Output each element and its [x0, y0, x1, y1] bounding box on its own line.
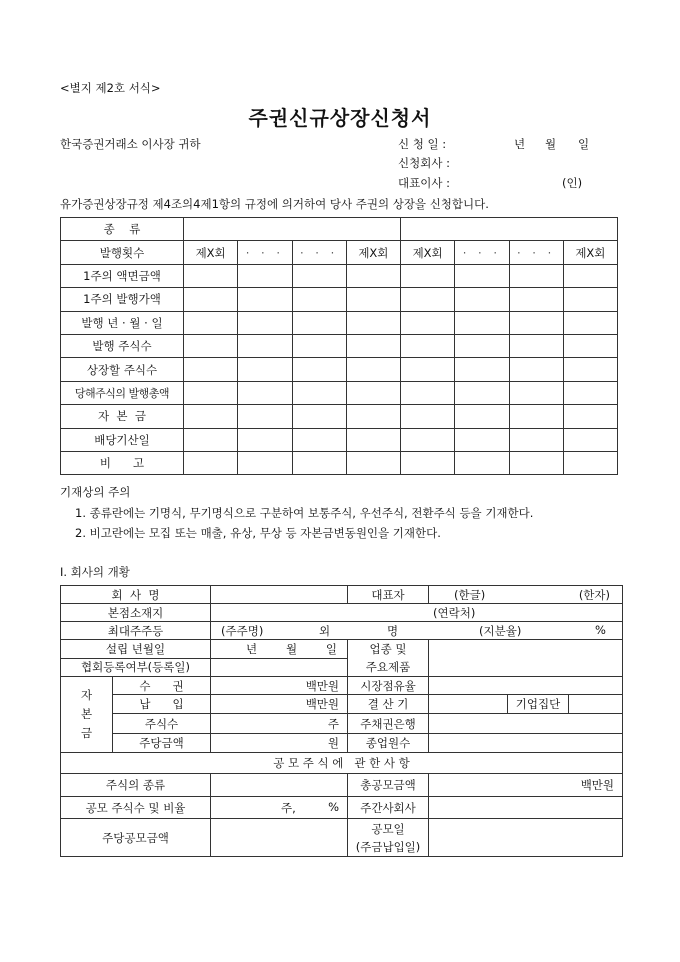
- issue-col: · · ·: [292, 241, 346, 264]
- data-cell[interactable]: [292, 451, 346, 474]
- data-cell[interactable]: [238, 311, 292, 334]
- data-cell[interactable]: [509, 405, 563, 428]
- registered-field[interactable]: [211, 658, 348, 677]
- data-cell[interactable]: [401, 451, 455, 474]
- year-label: 년: [514, 137, 526, 151]
- data-cell[interactable]: [563, 381, 617, 404]
- data-cell[interactable]: [563, 451, 617, 474]
- main-bank-field[interactable]: [429, 714, 623, 734]
- data-cell[interactable]: [455, 288, 509, 311]
- issue-col: 제X회: [563, 241, 617, 264]
- data-cell[interactable]: [346, 288, 400, 311]
- table-row: [61, 288, 618, 311]
- data-cell[interactable]: [184, 311, 238, 334]
- industry-line: 주요제품: [365, 660, 411, 674]
- data-cell[interactable]: [346, 405, 400, 428]
- hq-field[interactable]: [211, 604, 623, 622]
- row-label: 발행 년 · 월 · 일: [61, 311, 184, 334]
- issue-col: 제X회: [401, 241, 455, 264]
- major-shareholder-field[interactable]: [211, 622, 623, 640]
- data-cell[interactable]: [238, 334, 292, 357]
- public-offer-header: 공 모 주 식 에 관 한 사 항: [61, 753, 623, 774]
- type-cell[interactable]: [401, 218, 618, 241]
- addressee: 한국증권거래소 이사장 귀하: [60, 137, 201, 151]
- form-label: <별지 제2호 서식>: [60, 81, 161, 95]
- data-cell[interactable]: [509, 311, 563, 334]
- data-cell[interactable]: [455, 358, 509, 381]
- data-cell[interactable]: [401, 334, 455, 357]
- day-label: 일: [578, 137, 590, 151]
- row-label: 1주의 액면금액: [61, 264, 184, 287]
- offer-price-field[interactable]: [211, 819, 348, 857]
- table-row: [61, 358, 618, 381]
- data-cell[interactable]: [563, 358, 617, 381]
- data-cell[interactable]: [509, 428, 563, 451]
- data-cell[interactable]: [292, 405, 346, 428]
- major-shareholder-label: 최대주주등: [61, 622, 211, 640]
- data-cell[interactable]: [346, 358, 400, 381]
- company-label: 신청회사 :: [398, 156, 450, 170]
- issue-col: · · ·: [238, 241, 292, 264]
- data-cell[interactable]: [509, 451, 563, 474]
- row-label: 발행 주식수: [61, 334, 184, 357]
- data-cell[interactable]: [346, 311, 400, 334]
- data-cell[interactable]: [184, 428, 238, 451]
- row-label: 배당기산일: [61, 428, 184, 451]
- note-item: 1. 종류란에는 기명식, 무기명식으로 구분하여 보통주식, 우선주식, 전환주식 등을 기재한다.: [75, 506, 534, 520]
- type-label: 종 류: [61, 218, 184, 241]
- data-cell[interactable]: [401, 405, 455, 428]
- per-share-label: 주당금액: [113, 734, 211, 753]
- data-cell[interactable]: [238, 381, 292, 404]
- data-cell[interactable]: [292, 358, 346, 381]
- market-share-field[interactable]: [429, 677, 623, 695]
- data-cell[interactable]: [346, 264, 400, 287]
- data-cell[interactable]: [401, 358, 455, 381]
- data-cell[interactable]: [455, 334, 509, 357]
- statement: 유가증권상장규정 제4조의4제1항의 규정에 의거하여 당사 주권의 상장을 신청합니다.: [60, 197, 489, 211]
- industry-label: [348, 640, 429, 677]
- data-cell[interactable]: [401, 311, 455, 334]
- issuance-table: [60, 217, 618, 475]
- capital-char: 자: [80, 688, 93, 702]
- offer-shares-field[interactable]: [211, 797, 348, 819]
- data-cell[interactable]: [455, 311, 509, 334]
- authorized-label: 수 권: [113, 677, 211, 695]
- table-row: [61, 405, 618, 428]
- offer-date-line: (주금납입일): [355, 839, 421, 854]
- data-cell[interactable]: [238, 428, 292, 451]
- data-cell[interactable]: [238, 288, 292, 311]
- date-label: 신 청 일 :: [398, 137, 447, 151]
- founded-label: 설립 년월일: [61, 640, 211, 659]
- data-cell[interactable]: [292, 311, 346, 334]
- offer-date-line: 공모일: [371, 821, 405, 836]
- group-field[interactable]: [569, 695, 623, 714]
- myeong-label: 명: [387, 624, 399, 638]
- row-label: 상장할 주식수: [61, 358, 184, 381]
- data-cell[interactable]: [455, 451, 509, 474]
- representative-label: 대표자: [348, 586, 429, 604]
- data-cell[interactable]: [455, 381, 509, 404]
- shares-label: 주식수: [113, 714, 211, 734]
- capital-char: 금: [80, 726, 93, 740]
- data-cell[interactable]: [509, 358, 563, 381]
- data-cell[interactable]: [292, 381, 346, 404]
- table-row: [61, 264, 618, 287]
- data-cell[interactable]: [563, 405, 617, 428]
- contact-label: (연락처): [433, 605, 476, 620]
- hangul-label: (한글): [454, 587, 486, 602]
- shares-field[interactable]: 주: [211, 714, 348, 734]
- company-overview-table: [60, 585, 623, 857]
- data-cell[interactable]: [292, 264, 346, 287]
- section-title: Ⅰ. 회사의 개황: [60, 565, 130, 579]
- data-cell[interactable]: [238, 405, 292, 428]
- offer-date-field[interactable]: [429, 819, 623, 857]
- data-cell[interactable]: [346, 381, 400, 404]
- per-share-field[interactable]: 원: [211, 734, 348, 753]
- company-name-field[interactable]: [211, 586, 348, 604]
- row-label: 1주의 발행가액: [61, 288, 184, 311]
- data-cell[interactable]: [455, 405, 509, 428]
- data-cell[interactable]: [184, 405, 238, 428]
- data-cell[interactable]: [509, 381, 563, 404]
- data-cell[interactable]: [346, 334, 400, 357]
- industry-line: 업종 및: [369, 642, 407, 656]
- employees-field[interactable]: [429, 734, 623, 753]
- day-label: 일: [325, 641, 337, 656]
- capital-label: [61, 677, 113, 753]
- employees-label: 종업원수: [348, 734, 429, 753]
- authorized-field[interactable]: 백만원: [211, 677, 348, 695]
- data-cell[interactable]: [563, 311, 617, 334]
- data-cell[interactable]: [184, 381, 238, 404]
- issue-col: · · ·: [509, 241, 563, 264]
- type-cell[interactable]: [184, 218, 401, 241]
- seal-mark: (인): [562, 176, 583, 190]
- data-cell[interactable]: [563, 334, 617, 357]
- data-cell[interactable]: [563, 428, 617, 451]
- table-row: [61, 428, 618, 451]
- founded-field[interactable]: [211, 640, 348, 659]
- market-share-label: 시장점유율: [348, 677, 429, 695]
- data-cell[interactable]: [238, 264, 292, 287]
- underwriter-label: 주간사회사: [348, 797, 429, 819]
- data-cell[interactable]: [401, 381, 455, 404]
- row-label: 자 본 금: [61, 405, 184, 428]
- note-item: 2. 비고란에는 모집 또는 매출, 유상, 무상 등 자본금변동원인을 기재한다.: [75, 526, 441, 540]
- data-cell[interactable]: [401, 264, 455, 287]
- data-cell[interactable]: [563, 288, 617, 311]
- data-cell[interactable]: [346, 451, 400, 474]
- data-cell[interactable]: [292, 288, 346, 311]
- paid-field[interactable]: 백만원: [211, 695, 348, 714]
- underwriter-field[interactable]: [429, 797, 623, 819]
- data-cell[interactable]: [238, 358, 292, 381]
- row-label: 비 고: [61, 451, 184, 474]
- data-cell[interactable]: [184, 264, 238, 287]
- table-row: [61, 451, 618, 474]
- data-cell[interactable]: [455, 428, 509, 451]
- stock-type-field[interactable]: [211, 774, 348, 797]
- group-label: 기업집단: [508, 695, 569, 714]
- percent-label: %: [595, 623, 606, 637]
- notes-title: 기재상의 주의: [60, 485, 131, 499]
- offer-price-label: 주당공모금액: [61, 819, 211, 857]
- main-bank-label: 주채권은행: [348, 714, 429, 734]
- company-name-label: 회 사 명: [61, 586, 211, 604]
- month-label: 월: [285, 641, 298, 656]
- fiscal-field[interactable]: [429, 695, 508, 714]
- table-row: [61, 381, 618, 404]
- data-cell[interactable]: [292, 428, 346, 451]
- data-cell[interactable]: [184, 358, 238, 381]
- data-cell[interactable]: [292, 334, 346, 357]
- total-offer-label: 총공모금액: [348, 774, 429, 797]
- issue-col: 제X회: [184, 241, 238, 264]
- data-cell[interactable]: [509, 334, 563, 357]
- stock-type-label: 주식의 종류: [61, 774, 211, 797]
- registered-label: 협회등록여부(등록일): [61, 658, 211, 677]
- paid-label: 납 입: [113, 695, 211, 714]
- offer-date-label: [348, 819, 429, 857]
- data-cell[interactable]: [184, 288, 238, 311]
- capital-char: 본: [80, 707, 93, 721]
- issue-count-label: 발행횟수: [61, 241, 184, 264]
- stake-label: (지분율): [479, 624, 522, 638]
- offer-shares-label: 공모 주식수 및 비율: [61, 797, 211, 819]
- month-label: 월: [545, 137, 557, 151]
- hq-label: 본점소재지: [61, 604, 211, 622]
- issue-col: 제X회: [346, 241, 400, 264]
- issue-col: · · ·: [455, 241, 509, 264]
- data-cell[interactable]: [563, 264, 617, 287]
- data-cell[interactable]: [455, 264, 509, 287]
- data-cell[interactable]: [401, 288, 455, 311]
- data-cell[interactable]: [184, 451, 238, 474]
- row-label: 당해주식의 발행총액: [61, 381, 184, 404]
- table-row: [61, 311, 618, 334]
- year-label: 년: [246, 641, 258, 656]
- data-cell[interactable]: [346, 428, 400, 451]
- oe-label: 외: [319, 624, 331, 638]
- percent-label: %: [328, 799, 340, 814]
- data-cell[interactable]: [509, 288, 563, 311]
- data-cell[interactable]: [401, 428, 455, 451]
- hanja-label: (한자): [578, 587, 611, 602]
- data-cell[interactable]: [509, 264, 563, 287]
- data-cell[interactable]: [238, 451, 292, 474]
- total-offer-field[interactable]: 백만원: [429, 774, 623, 797]
- data-cell[interactable]: [184, 334, 238, 357]
- page-title: 주권신규상장신청서: [248, 106, 432, 130]
- fiscal-label: 결 산 기: [348, 695, 429, 714]
- table-row: [61, 334, 618, 357]
- shareholder-name-label: (주주명): [221, 624, 264, 638]
- ceo-label: 대표이사 :: [398, 176, 450, 190]
- representative-field[interactable]: [429, 586, 623, 604]
- ju-label: 주,: [281, 800, 296, 815]
- industry-field[interactable]: [429, 640, 623, 677]
